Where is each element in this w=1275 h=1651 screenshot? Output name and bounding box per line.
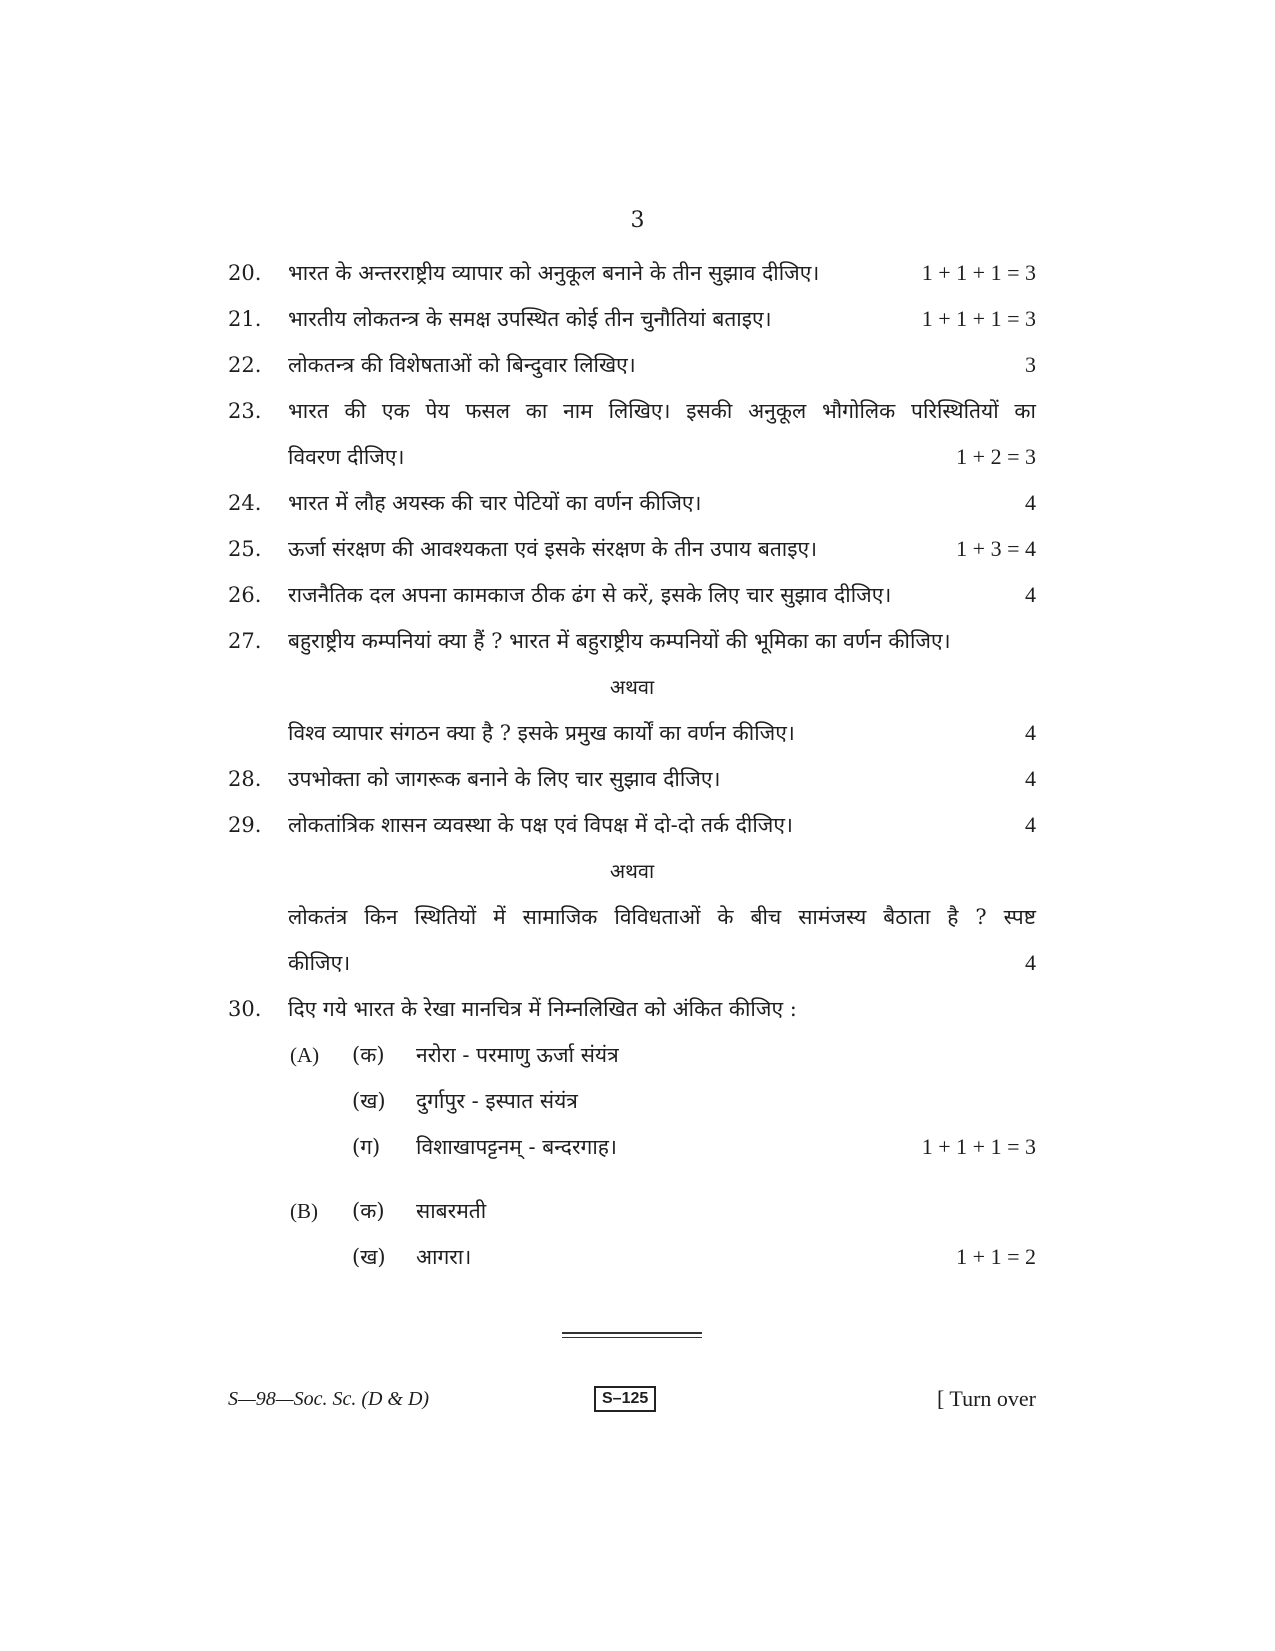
- question-29: [228, 802, 1036, 848]
- question-number: 25.: [228, 537, 262, 561]
- item-text: दुर्गापुर - इस्पात संयंत्र: [416, 1089, 578, 1113]
- question-text: लोकतांत्रिक शासन व्यवस्था के पक्ष एवं विपक्ष में दो-दो तर्क दीजिए।: [288, 813, 793, 837]
- sub-item: [228, 1032, 1036, 1078]
- item-text: नरोरा - परमाणु ऊर्जा संयंत्र: [416, 1043, 619, 1067]
- question-number: 21.: [228, 307, 262, 331]
- question-marks: 1 + 2 = 3: [956, 444, 1036, 469]
- question-28: [228, 756, 1036, 802]
- question-marks: 1 + 1 + 1 = 3: [921, 1134, 1036, 1159]
- sub-item: [228, 1234, 1036, 1280]
- question-marks: 1 + 3 = 4: [956, 536, 1036, 561]
- question-number: 30.: [228, 997, 262, 1021]
- question-23: [228, 388, 1036, 480]
- question-30: [228, 986, 1036, 1032]
- question-22: [228, 342, 1036, 388]
- question-marks: 4: [1025, 490, 1036, 515]
- question-number: 24.: [228, 491, 262, 515]
- end-rule: [562, 1337, 702, 1338]
- item-label: (ग): [352, 1135, 381, 1159]
- question-marks: 1 + 1 + 1 = 3: [921, 306, 1036, 331]
- part-letter: (B): [290, 1199, 318, 1223]
- question-27: [228, 618, 1036, 664]
- question-marks: 1 + 1 = 2: [956, 1244, 1036, 1269]
- question-number: 28.: [228, 767, 262, 791]
- series-code-box: S–125: [594, 1386, 656, 1412]
- question-text: राजनैतिक दल अपना कामकाज ठीक ढंग से करें, इसके लिए चार सुझाव दीजिए।: [288, 583, 892, 607]
- question-number: 23.: [228, 399, 262, 423]
- question-marks: 3: [1025, 352, 1036, 377]
- question-number: 26.: [228, 583, 262, 607]
- paper-code: S—98—Soc. Sc. (D & D): [228, 1388, 430, 1410]
- sub-item: [228, 1188, 1036, 1234]
- question-number: 29.: [228, 813, 262, 837]
- question-text: विश्व व्यापार संगठन क्या है ? इसके प्रमुख कार्यों का वर्णन कीजिए।: [288, 721, 795, 745]
- question-text-line: कीजिए।: [288, 951, 351, 975]
- question-20: [228, 250, 1036, 296]
- question-list: [228, 250, 1036, 1280]
- question-text-line: विवरण दीजिए।: [288, 445, 405, 469]
- question-25: [228, 526, 1036, 572]
- question-marks: 1 + 1 + 1 = 3: [921, 260, 1036, 285]
- question-text-continued: [288, 940, 1036, 986]
- page-number: 3: [630, 208, 645, 233]
- item-label: (ख): [352, 1245, 386, 1269]
- or-separator: अथवा: [609, 859, 655, 883]
- item-label: (क): [352, 1199, 385, 1223]
- question-number: 20.: [228, 261, 262, 285]
- question-text-continued: [288, 434, 1036, 480]
- turn-over-note: [ Turn over: [936, 1386, 1036, 1411]
- or-separator: अथवा: [609, 675, 655, 699]
- question-text: उपभोक्ता को जागरूक बनाने के लिए चार सुझाव दीजिए।: [288, 767, 721, 791]
- question-text: लोकतंत्र किन स्थितियों में सामाजिक विविधताओं के बीच सामंजस्य बैठाता है ? स्पष्ट: [288, 905, 1036, 929]
- question-marks: 4: [1025, 766, 1036, 791]
- question-text: भारत के अन्तरराष्ट्रीय व्यापार को अनुकूल बनाने के तीन सुझाव दीजिए।: [288, 261, 820, 285]
- question-number: 27.: [228, 629, 262, 653]
- question-number: 22.: [228, 353, 262, 377]
- alternative-question-29: [288, 894, 1036, 986]
- question-21: [228, 296, 1036, 342]
- item-label: (ख): [352, 1089, 386, 1113]
- part-B: [228, 1188, 1036, 1280]
- question-marks: 4: [1025, 720, 1036, 745]
- question-text: दिए गये भारत के रेखा मानचित्र में निम्नलिखित को अंकित कीजिए :: [288, 997, 797, 1021]
- item-text: साबरमती: [416, 1199, 487, 1223]
- item-text: विशाखापट्टनम् - बन्दरगाह।: [416, 1135, 617, 1159]
- question-text: लोकतन्त्र की विशेषताओं को बिन्दुवार लिखिए।: [288, 353, 636, 377]
- part-A: [228, 1032, 1036, 1170]
- question-text: भारत की एक पेय फसल का नाम लिखिए। इसकी अनुकूल भौगोलिक परिस्थितियों का: [288, 399, 1036, 423]
- question-marks: 4: [1025, 812, 1036, 837]
- item-label: (क): [352, 1043, 385, 1067]
- sub-item: [228, 1124, 1036, 1170]
- item-text: आगरा।: [416, 1245, 472, 1269]
- question-text: भारतीय लोकतन्त्र के समक्ष उपस्थित कोई तीन चुनौतियां बताइए।: [288, 307, 772, 331]
- question-26: [228, 572, 1036, 618]
- part-letter: (A): [290, 1043, 320, 1067]
- question-text: बहुराष्ट्रीय कम्पनियां क्या हैं ? भारत में बहुराष्ट्रीय कम्पनियों की भूमिका का वर्णन कीजिए।: [288, 629, 951, 653]
- question-text: ऊर्जा संरक्षण की आवश्यकता एवं इसके संरक्षण के तीन उपाय बताइए।: [288, 537, 818, 561]
- question-text: भारत में लौह अयस्क की चार पेटियों का वर्णन कीजिए।: [288, 491, 702, 515]
- question-marks: 4: [1025, 582, 1036, 607]
- end-rule: [562, 1332, 702, 1334]
- footer: [228, 1386, 1036, 1418]
- question-marks: 4: [1025, 950, 1036, 975]
- question-24: [228, 480, 1036, 526]
- alternative-question-27: [288, 710, 1036, 756]
- sub-item: [228, 1078, 1036, 1124]
